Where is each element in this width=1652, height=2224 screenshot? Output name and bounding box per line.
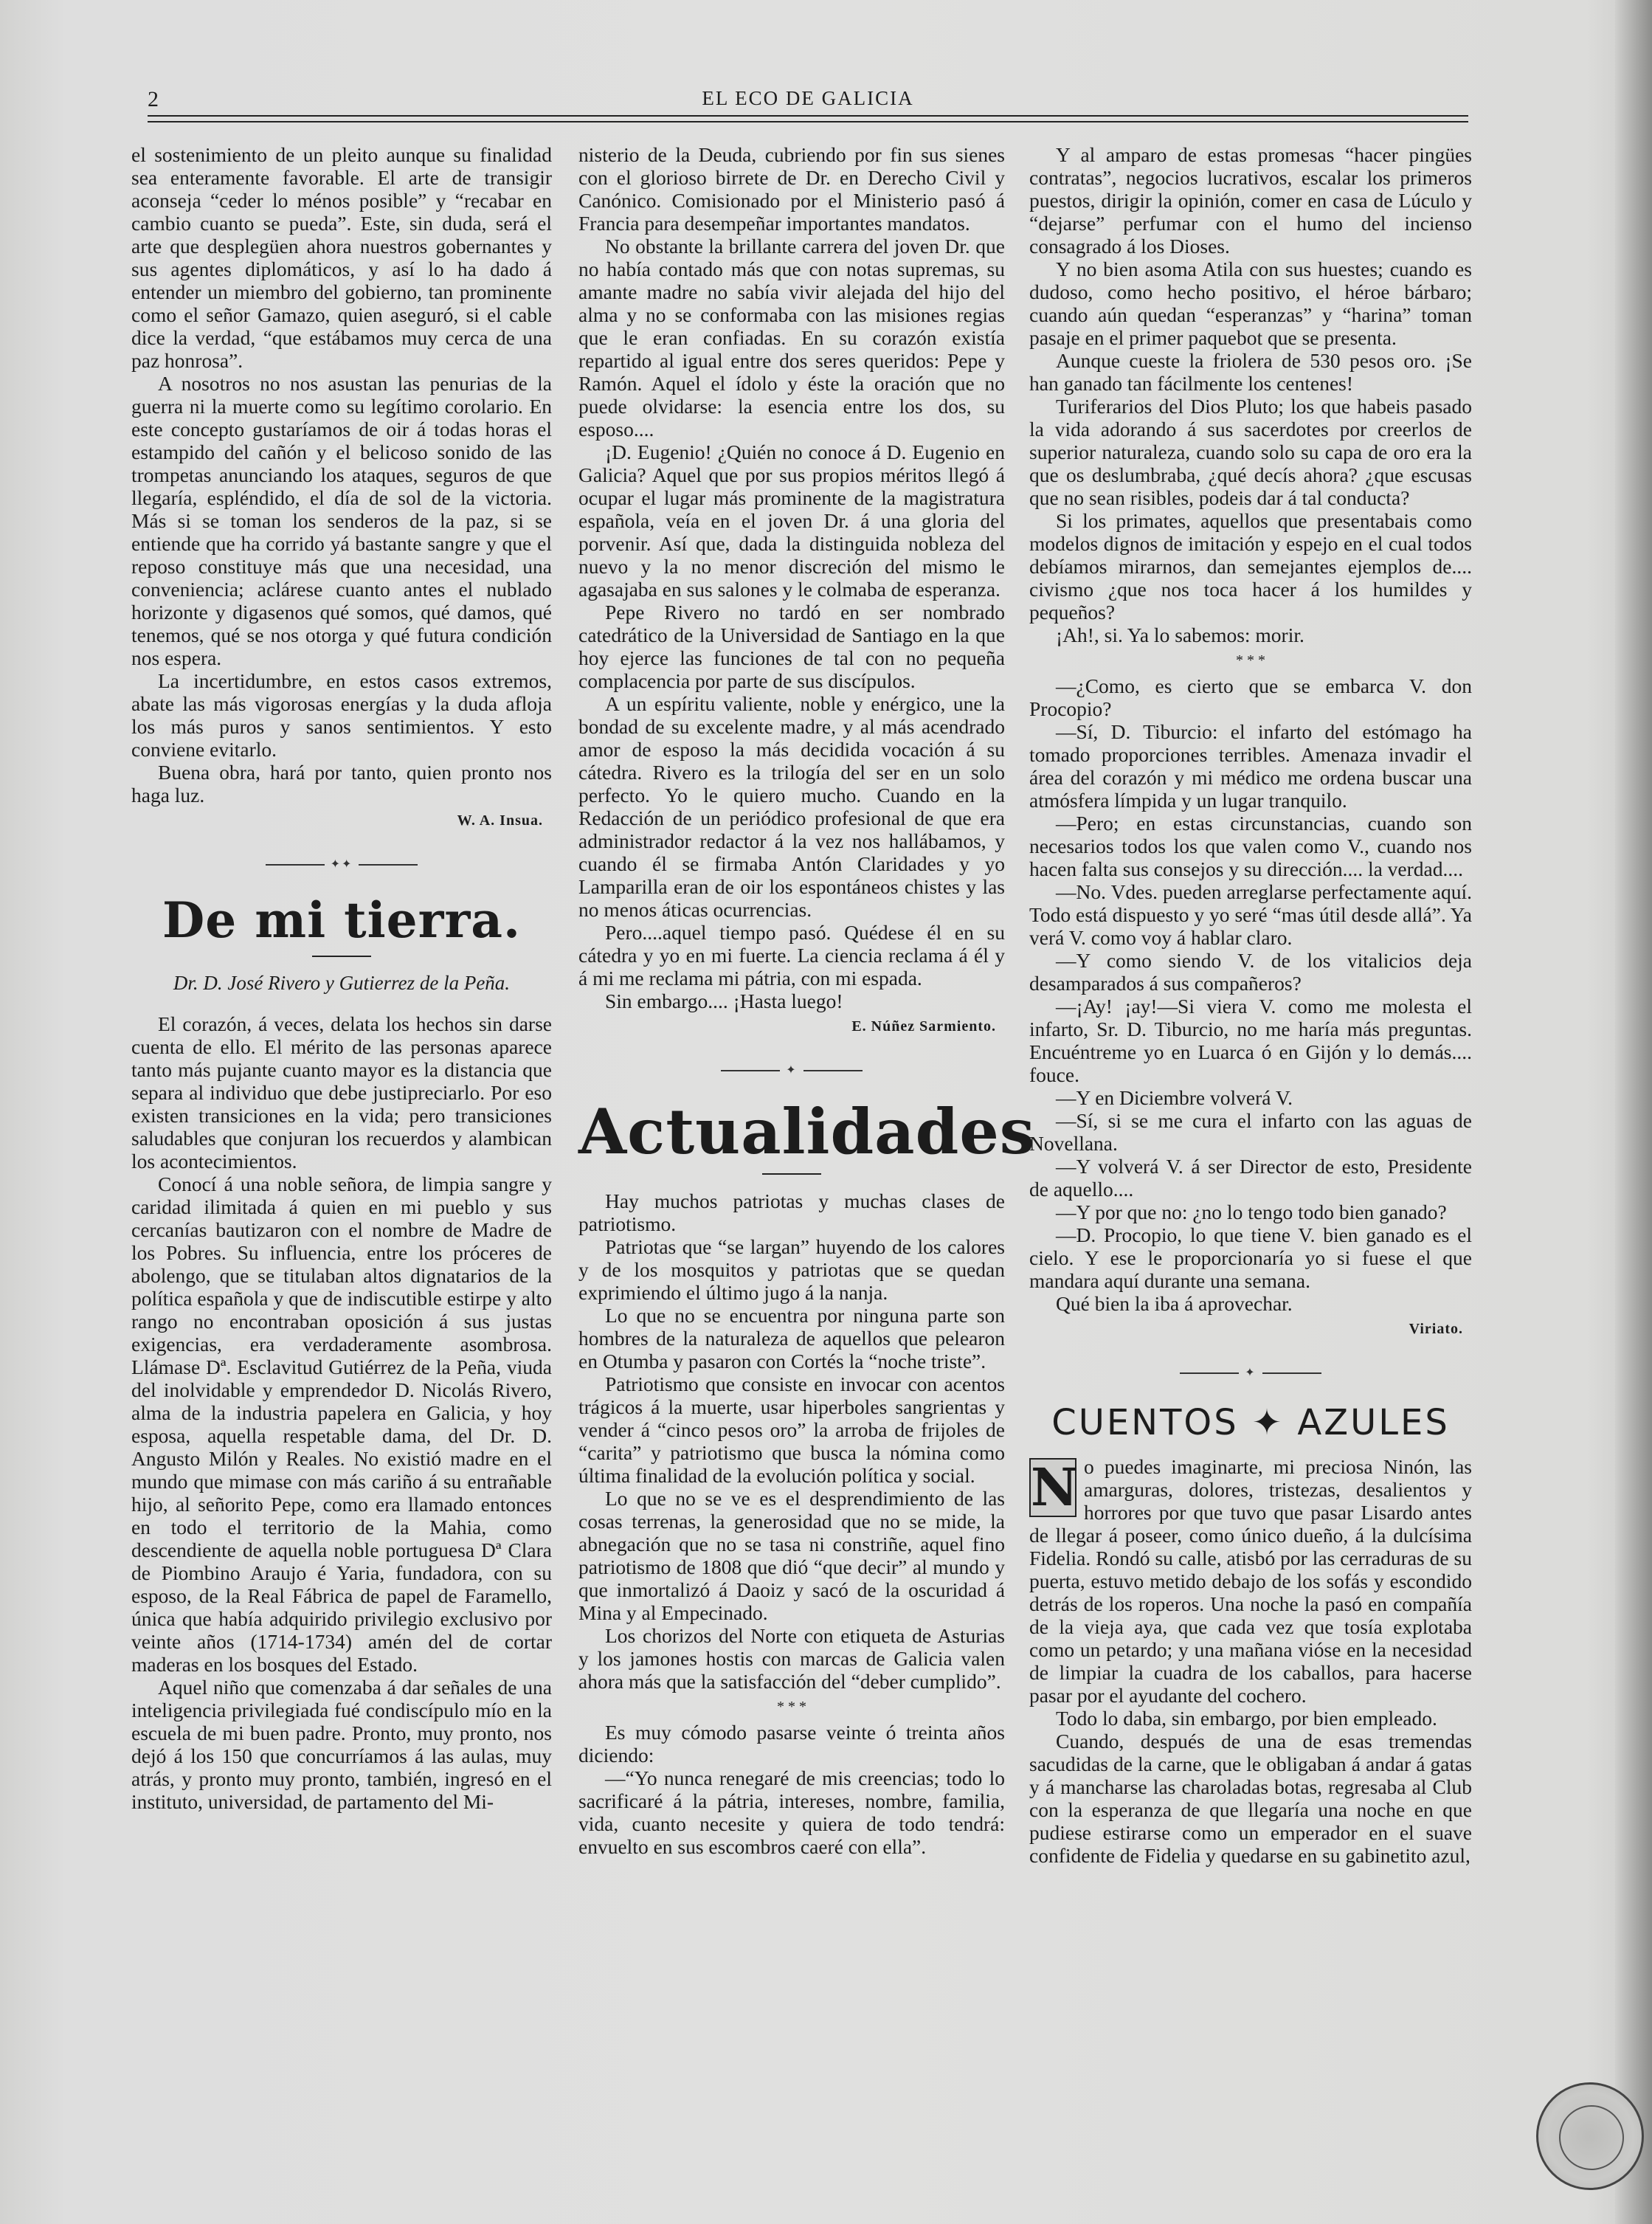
drop-cap: N bbox=[1031, 1457, 1078, 1518]
paragraph: Pero....aquel tiempo pasó. Quédese él en su cátedra y yo en mi fuerte. La ciencia reclama á él y á mi me reclama mi pátria, con mi espada. bbox=[578, 921, 1005, 990]
page-number: 2 bbox=[148, 87, 159, 111]
section-title: De mi tierra. bbox=[162, 891, 521, 949]
title-rule bbox=[762, 1173, 821, 1175]
paragraph: ¡D. Eugenio! ¿Quién no conoce á D. Eugenio en Galicia? Aquel que por sus propios méritos llegó á ocupar el lugar más prominente de la magistratura española, veía en el joven Dr. á una gloria del porvenir. Así que, dada la distinguida nobleza del nuevo y la no menor discreción del mismo le agasajaba en sus salones y le colmaba de esperanza. bbox=[578, 441, 1005, 601]
dialogue-line: —Y por que no: ¿no lo tengo todo bien ganado? bbox=[1056, 1201, 1447, 1223]
paragraph: —“Yo nunca renegaré de mis creencias; todo lo sacrificaré á la pátria, intereses, nombre, familia, vida, cuanto necesite y quiera de todo tendrá: envuelto en sus escombros caeré con ella”. bbox=[578, 1767, 1005, 1858]
asterism: * * * bbox=[777, 1699, 806, 1715]
paragraph: Hay muchos patriotas y muchas clases de patriotismo. bbox=[578, 1189, 1005, 1235]
paragraph: el sostenimiento de un pleito aunque su finalidad sea enteramente favorable. El arte de transigir aconseja “ceder lo ménos posible” y “recabar en cambio cuanto se pueda”. Este, sin duda, será el arte que desplegüen ahora nuestros gobernantes y sus agentes diplomáticos, y así lo ha dado á entender un miembro del gobierno, tan prominente como el señor Gamazo, quien aseguró, si el cable dice la verdad, “que estábamos muy cerca de una paz honrosa”. bbox=[131, 143, 552, 372]
column-1 bbox=[131, 143, 552, 1813]
dialogue-line: —D. Procopio, lo que tiene V. bien ganado es el cielo. Y ese le proporcionaría yo si fuese el que mandara aquí durante una semana. bbox=[1029, 1223, 1472, 1292]
signature: Viriato. bbox=[1409, 1321, 1463, 1337]
paragraph bbox=[1029, 1455, 1472, 1707]
paragraph: ¡Ah!, si. Ya lo sabemos: morir. bbox=[1056, 624, 1304, 646]
dialogue-line: —Y volverá V. á ser Director de esto, Presidente de aquello.... bbox=[1029, 1155, 1472, 1201]
paragraph: nisterio de la Deuda, cubriendo por fin sus sienes con el glorioso birrete de Dr. en Derecho Civil y Canónico. Comisionado por el Ministerio pasó á Francia para desempeñar importantes mandatos. bbox=[578, 143, 1005, 235]
library-stamp-seal bbox=[1536, 2082, 1644, 2190]
paragraph: Buena obra, hará por tanto, quien pronto nos haga luz. bbox=[131, 761, 552, 807]
dialogue-line: —¿Como, es cierto que se embarca V. don Procopio? bbox=[1029, 674, 1472, 720]
masthead: EL ECO DE GALICIA bbox=[702, 87, 914, 109]
paragraph: Si los primates, aquellos que presentabais como modelos dignos de imitación y espejo en el cual todos debíamos mirarnos, dan semejantes ejemplos de.... civismo ¿que nos toca hacer á los humildes y pequeños? bbox=[1029, 509, 1472, 624]
page-edge-shadow bbox=[1615, 0, 1652, 2224]
paragraph: A un espíritu valiente, noble y enérgico, une la bondad de su excelente madre, y al más acendrado amor de esposo la más decidida vocación á su cátedra. Rivero es la trilogía del ser en un solo perfecto. Yo le quiero mucho. Cuando en la Redacción de un periódico profesional de que era administrador redactor á la vez nos hallábamos, y cuando él se firmaba Antón Claridades y yo Lamparilla eran de oir los espontáneos chistes y las no menos áticas ocurrencias. bbox=[578, 692, 1005, 921]
dialogue-line: —Y como siendo V. de los vitalicios deja desamparados á sus compañeros? bbox=[1029, 949, 1472, 995]
paragraph: La incertidumbre, en estos casos extremos, abate las más vigorosas energías y la duda afloja los más puros y sanos sentimientos. Y esto conviene evitarlo. bbox=[131, 669, 552, 761]
paragraph: Cuando, después de una de esas tremendas sacudidas de la carne, que le obligaban á andar á gatas y á mancharse las charoladas botas, regresaba al Club con la esperanza de que llegaría una noche en que pudiese estirarse como un emperador en el suave confidente de Fidelia y quedarse en su gabinetito azul, bbox=[1029, 1730, 1472, 1867]
paragraph: No obstante la brillante carrera del joven Dr. que no había contado más que con notas supremas, su amante madre no sabía vivir alejada del hijo del alma y no se conformaba con las misiones regias que le eran confiadas. En su corazón existía repartido al igual entre dos seres queridos: Pepe y Ramón. Aquel el ídolo y éste la oración que no puede olvidarse: la esencia entre los dos, su esposo.... bbox=[578, 235, 1005, 441]
paragraph: Conocí á una noble señora, de limpia sangre y caridad ilimitada á quien en mi pueblo y sus cercanías bautizaron con el nombre de Madre de los Pobres. Su influencia, entre los próceres de abolengo, que se titulaban altos dignatarios de la política española y que de indiscutible estirpe y alto rango no encontraban oposición á sus justas exigencias, era verdaderamente asombrosa. Llámase Dª. Esclavitud Gutiérrez de la Peña, viuda del inolvidable y emprendedor D. Nicolás Rivero, alma de la industria papelera en Galicia, y hoy esposa, aquella respetable dama, del Dr. D. Angusto Milón y Reales. No existió madre en el mundo que mimase con más cariño á su entrañable hijo, al señorito Pepe, como era llamado entonces en todo el territorio de la Mahia, como descendiente de aquella noble portuguesa Dª Clara de Piombino Araujo é Yaria, fundadora, con su esposo, de la Real Fábrica de papel de Faramello, única que había adquirido privilegio exclusivo por veinte años (1714-1734) amén del de cortar maderas en los bosques del Estado. bbox=[131, 1173, 552, 1676]
paragraph: Turiferarios del Dios Pluto; los que habeis pasado la vida adorando á sus sacerdotes por creerlos de superior naturaleza, cuando solo su capa de oro era la que os deslumbraba, ¿qué decís ahora? ¿que escusas que no sean risibles, podeis dar á tal conducta? bbox=[1029, 395, 1472, 509]
paragraph: Lo que no se encuentra por ninguna parte son hombres de la naturaleza de aquellos que pelearon en Otumba y pasaron con Cortés la “noche triste”. bbox=[578, 1304, 1005, 1372]
signature: W. A. Insua. bbox=[457, 812, 543, 829]
section-title: Actualidades bbox=[578, 1095, 1036, 1168]
section-title: CUENTOS ✦ AZULES bbox=[1051, 1402, 1450, 1443]
dialogue-line: Qué bien la iba á aprovechar. bbox=[1056, 1292, 1293, 1315]
title-rule bbox=[312, 956, 371, 957]
paragraph-text: o puedes imaginarte, mi preciosa Ninón, las amarguras, dolores, tristezas, desalientos y horrores por que tuvo que pasar Lisardo antes de llegar á poseer, como único dueño, á la dulcísima Fidelia. Rondó su calle, atisbó por las cerraduras de su puerta, estuvo metido debajo de los sofás y escondido detrás de los roperos. Una noche la pasó en compañía de la vieja aya, que cada vez que tosía explotaba como un petardo; y una mañana vióse en la necesidad de limpiar la cuadra de los caballos, para hacerse pasar por el ayudante del cochero. bbox=[1029, 1455, 1472, 1707]
signature: E. Núñez Sarmiento. bbox=[851, 1018, 996, 1035]
section-subtitle: Dr. D. José Rivero y Gutierrez de la Peña. bbox=[173, 972, 511, 994]
ornament-divider: ✦ bbox=[578, 1059, 1005, 1082]
paragraph: El corazón, á veces, delata los hechos sin darse cuenta de ello. El mérito de las personas aparece tanto más pujante cuanto mayor es la distancia que separa al individuo que debe justipreciarlo. Por eso existen transiciones en la vida; pero transiciones saludables que conjuran los recuerdos y alambican los acontecimientos. bbox=[131, 1012, 552, 1173]
dialogue-line: —Pero; en estas circunstancias, cuando son necesarios todos los que valen como V., cuando nos hacen falta sus consejos y su dirección.... la verdad.... bbox=[1029, 812, 1472, 880]
dialogue-line: —Sí, si se me cura el infarto con las aguas de Novellana. bbox=[1029, 1109, 1472, 1155]
ornament-divider: ✦✦ bbox=[131, 853, 552, 876]
paragraph: Lo que no se ve es el desprendimiento de las cosas terrenas, la generosidad que no se mide, la abnegación que no se tasa ni constriñe, aquel fino patriotismo de 1808 que dió “que decir” al mundo y que inmortalizó á Daoiz y sacó de la oscuridad á Mina y al Empecinado. bbox=[578, 1487, 1005, 1624]
paragraph: A nosotros no nos asustan las penurias de la guerra ni la muerte como su legítimo corolario. En este concepto gustaríamos de oir á todas horas el estampido del cañón y el belicoso sonido de las trompetas anunciando los ataques, seguros de que llegaría, espléndido, el día de sol de la victoria. Más si se toman los senderos de la paz, si se entiende que ha corrido yá bastante sangre y que el reposo constituye más que una necesidad, una conveniencia; aclárese cuanto antes el nublado horizonte y digasenos qué somos, qué damos, qué tenemos, qué se nos otorga y qué futura condición nos espera. bbox=[131, 372, 552, 669]
paragraph: Patriotas que “se largan” huyendo de los calores y de los mosquitos y patriotas que se quedan exprimiendo el último jugo á la nanja. bbox=[578, 1235, 1005, 1304]
column-3 bbox=[1029, 143, 1472, 1867]
header-rule bbox=[148, 115, 1468, 122]
paragraph: Es muy cómodo pasarse veinte ó treinta años diciendo: bbox=[578, 1721, 1005, 1767]
paragraph: Y no bien asoma Atila con sus huestes; cuando es dudoso, como hecho positivo, el héroe bárbaro; cuando aún quedan “esperanzas” y “harina” toman pasaje en el primer paquebot que se presenta. bbox=[1029, 258, 1472, 349]
dialogue-line: —Y en Diciembre volverá V. bbox=[1056, 1086, 1293, 1109]
asterism: * * * bbox=[1236, 652, 1265, 669]
paragraph: Pepe Rivero no tardó en ser nombrado catedrático de la Universidad de Santiago en la que hoy ejerce las funciones de tal con no pequeña complacencia por parte de sus discípulos. bbox=[578, 601, 1005, 692]
paragraph: Todo lo daba, sin embargo, por bien empleado. bbox=[1056, 1707, 1437, 1730]
paragraph: Aunque cueste la friolera de 530 pesos oro. ¡Se han ganado tan fácilmente los centenes! bbox=[1029, 349, 1472, 395]
ornament-divider: ✦ bbox=[1029, 1361, 1472, 1384]
dialogue-line: —No. Vdes. pueden arreglarse perfectamente aquí. Todo está dispuesto y yo seré “mas útil desde allá”. Ya verá V. como voy á hablar claro. bbox=[1029, 880, 1472, 949]
paragraph: Patriotismo que consiste en invocar con acentos trágicos á la muerte, usar hiperboles sangrientas y vender á “cinco pesos oro” la arroba de frijoles de “carita” y patriotismo que busca la nómina como última finalidad de la evolución política y social. bbox=[578, 1372, 1005, 1487]
column-2 bbox=[578, 143, 1036, 1858]
paragraph: Los chorizos del Norte con etiqueta de Asturias y los jamones hostis con marcas de Galicia valen ahora más que la satisfacción del “deber cumplido”. bbox=[578, 1624, 1005, 1693]
seal-emblem bbox=[1559, 2105, 1624, 2170]
paragraph: Sin embargo.... ¡Hasta luego! bbox=[605, 990, 843, 1012]
dialogue-line: —¡Ay! ¡ay!—Si viera V. como me molesta el infarto, Sr. D. Tiburcio, no me haría más preguntas. Encuéntreme yo en Luarca ó en Gijón y lo demás.... fouce. bbox=[1029, 995, 1472, 1086]
dialogue-line: —Sí, D. Tiburcio: el infarto del estómago ha tomado proporciones terribles. Amenaza invadir el área del corazón y mi médico me ordena buscar una atmósfera límpida y un lugar tranquilo. bbox=[1029, 720, 1472, 812]
paragraph: Y al amparo de estas promesas “hacer pingües contratas”, negocios lucrativos, escalar los primeros puestos, dirigir la opinión, comer en casa de Lúculo y “dejarse” perfumar con el humo del incienso consagrado á los Dioses. bbox=[1029, 143, 1472, 258]
paragraph: Aquel niño que comenzaba á dar señales de una inteligencia privilegiada fué condiscípulo mío en la escuela de mi buen padre. Pronto, muy pronto, nos dejó á los 150 que concurríamos á las aulas, muy atrás, y pronto muy pronto, también, ingresó en el instituto, universidad, de partamento del Mi- bbox=[131, 1676, 552, 1813]
